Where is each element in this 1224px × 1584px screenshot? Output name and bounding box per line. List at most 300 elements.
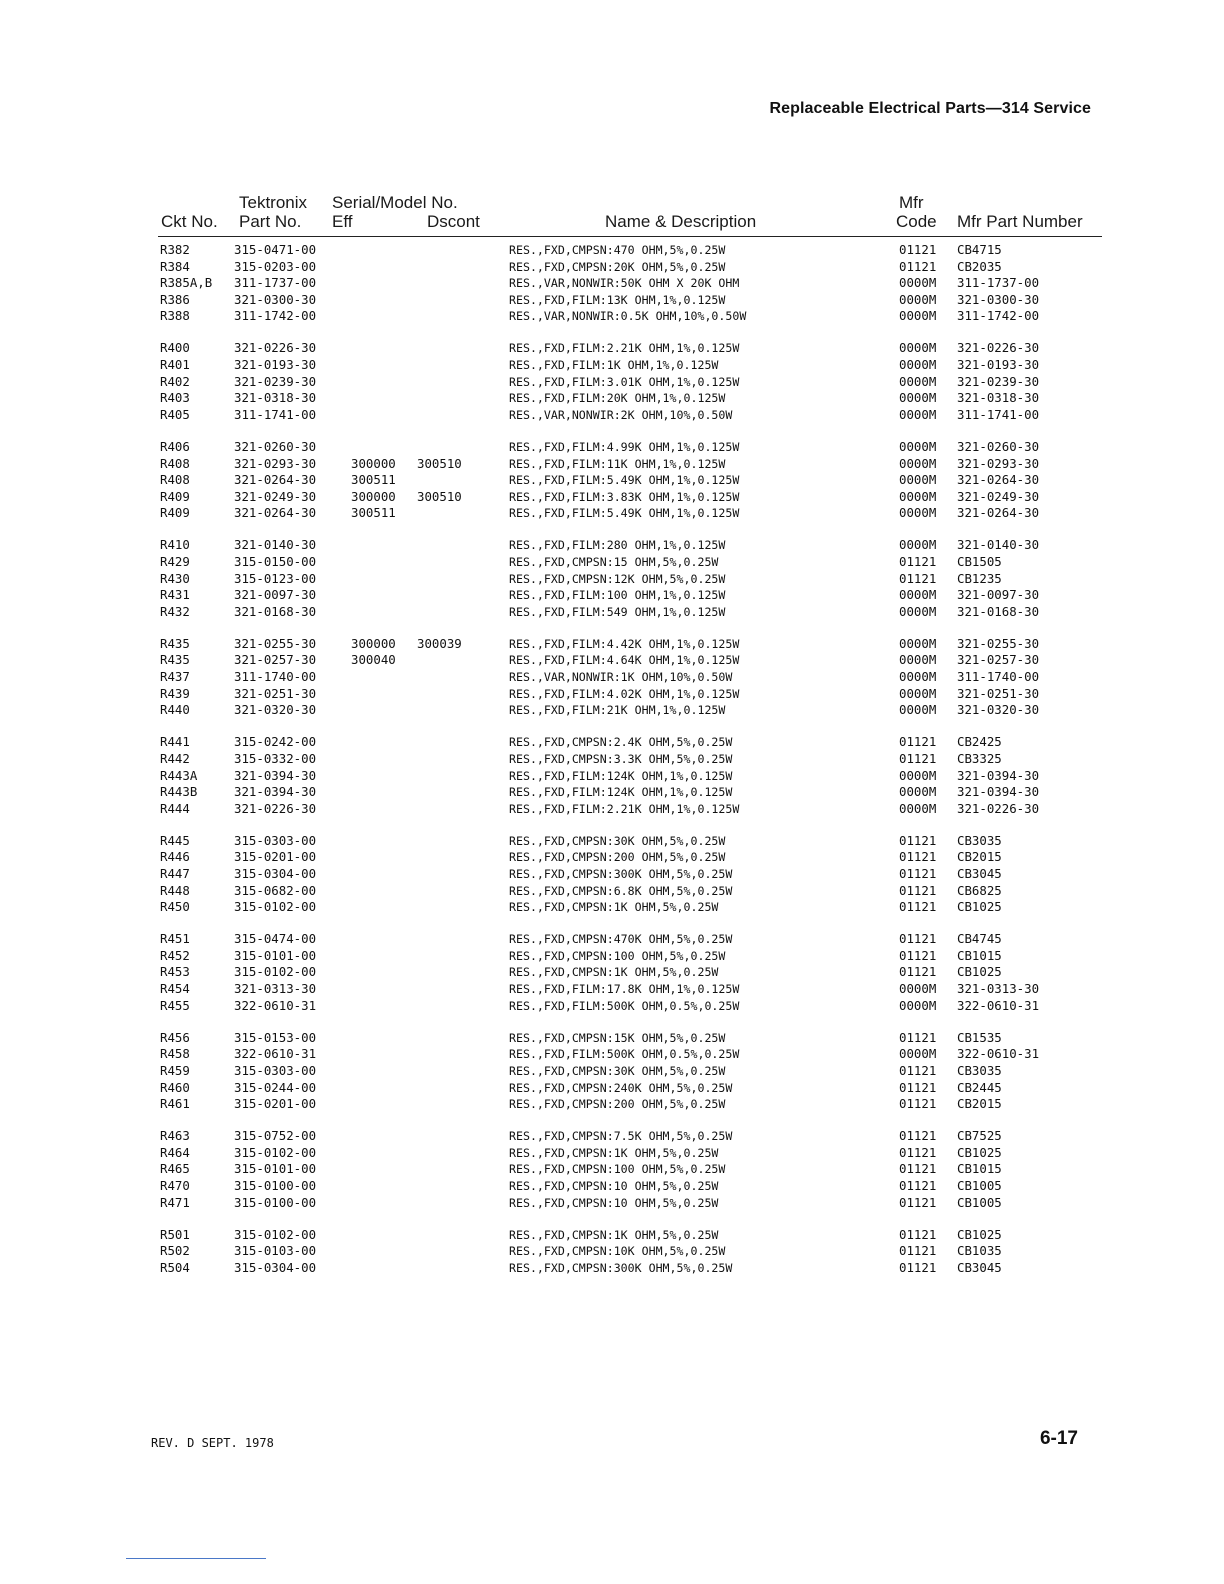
tek-part-no-cell: 321-0394-30 <box>234 784 317 800</box>
description-cell: RES.,FXD,FILM:3.83K OHM,1%,0.125W <box>509 489 740 504</box>
description-cell: RES.,FXD,FILM:500K OHM,0.5%,0.25W <box>509 998 740 1013</box>
serial-eff-cell: 300000 <box>351 635 396 651</box>
tek-part-no-cell: 315-0101-00 <box>234 1161 317 1177</box>
description-cell: RES.,FXD,CMPSN:1K OHM,5%,0.25W <box>509 1145 719 1160</box>
parts-group <box>0 833 1224 916</box>
mfr-part-number-cell: CB3035 <box>957 1062 1002 1078</box>
serial-dscont-cell: 300510 <box>417 488 462 504</box>
ckt-no-cell: R385A,B <box>160 275 213 291</box>
mfr-code-cell: 0000M <box>899 390 937 406</box>
description-cell: RES.,FXD,CMPSN:15 OHM,5%,0.25W <box>509 555 719 569</box>
table-row <box>0 340 1224 357</box>
mfr-code-cell: 01121 <box>899 1029 937 1045</box>
table-row <box>0 554 1224 571</box>
tek-part-no-cell: 321-0140-30 <box>234 537 317 553</box>
mfr-code-cell: 0000M <box>899 291 937 307</box>
ckt-no-cell: R471 <box>160 1194 190 1210</box>
description-cell: RES.,VAR,NONWIR:0.5K OHM,10%,0.50W <box>509 309 747 324</box>
mfr-part-number-cell: 321-0264-30 <box>957 505 1040 521</box>
ckt-no-cell: R410 <box>160 537 190 553</box>
mfr-code-cell: 0000M <box>899 981 937 997</box>
ckt-no-cell: R451 <box>160 931 190 947</box>
ckt-no-cell: R450 <box>160 899 190 915</box>
tek-part-no-cell: 315-0201-00 <box>234 849 317 865</box>
tek-part-no-cell: 315-0203-00 <box>234 258 317 274</box>
col-mfr-part-number: Mfr Part Number <box>957 212 1083 231</box>
ckt-no-cell: R460 <box>160 1079 190 1095</box>
revision-footer: REV. D SEPT. 1978 <box>151 1436 274 1450</box>
tek-part-no-cell: 315-0102-00 <box>234 964 317 980</box>
tek-part-no-cell: 322-0610-31 <box>234 997 317 1013</box>
tek-part-no-cell: 311-1741-00 <box>234 406 317 422</box>
description-cell: RES.,FXD,FILM:124K OHM,1%,0.125W <box>509 785 733 800</box>
tek-part-no-cell: 315-0332-00 <box>234 750 317 766</box>
mfr-code-cell: 01121 <box>899 1161 937 1177</box>
mfr-code-cell: 01121 <box>899 1259 937 1275</box>
ckt-no-cell: R461 <box>160 1096 190 1112</box>
mfr-part-number-cell: CB1005 <box>957 1194 1002 1210</box>
serial-eff-cell: 300511 <box>351 505 396 521</box>
ckt-no-cell: R459 <box>160 1062 190 1078</box>
description-cell: RES.,FXD,CMPSN:10 OHM,5%,0.25W <box>509 1195 719 1210</box>
description-cell: RES.,FXD,CMPSN:10K OHM,5%,0.25W <box>509 1244 726 1259</box>
description-cell: RES.,FXD,CMPSN:6.8K OHM,5%,0.25W <box>509 883 733 898</box>
description-cell: RES.,FXD,FILM:1K OHM,1%,0.125W <box>509 358 719 373</box>
ckt-no-cell: R502 <box>160 1243 190 1259</box>
mfr-code-cell: 0000M <box>899 308 937 324</box>
parts-group <box>0 340 1224 423</box>
table-row <box>0 390 1224 407</box>
description-cell: RES.,FXD,CMPSN:200 OHM,5%,0.25W <box>509 850 726 865</box>
ckt-no-cell: R504 <box>160 1259 190 1275</box>
mfr-code-cell: 0000M <box>899 685 937 701</box>
mfr-code-cell: 0000M <box>899 702 937 718</box>
tek-part-no-cell: 315-0682-00 <box>234 882 317 898</box>
table-row <box>0 899 1224 916</box>
ckt-no-cell: R501 <box>160 1226 190 1242</box>
ckt-no-cell: R456 <box>160 1029 190 1045</box>
parts-group <box>0 537 1224 620</box>
mfr-part-number-cell: 321-0251-30 <box>957 685 1040 701</box>
tek-part-no-cell: 321-0320-30 <box>234 702 317 718</box>
mfr-code-cell: 0000M <box>899 1046 937 1062</box>
table-row <box>0 292 1224 309</box>
table-row <box>0 833 1224 850</box>
mfr-part-number-cell: CB1015 <box>957 1161 1002 1177</box>
ckt-no-cell: R463 <box>160 1128 190 1144</box>
ckt-no-cell: R432 <box>160 603 190 619</box>
ckt-no-cell: R444 <box>160 800 190 816</box>
tek-part-no-cell: 321-0251-30 <box>234 685 317 701</box>
description-cell: RES.,FXD,FILM:5.49K OHM,1%,0.125W <box>509 506 740 521</box>
mfr-code-cell: 0000M <box>899 784 937 800</box>
description-cell: RES.,FXD,CMPSN:300K OHM,5%,0.25W <box>509 867 733 881</box>
col-serial-model: Serial/Model No. <box>332 193 458 212</box>
mfr-part-number-cell: CB3035 <box>957 832 1002 848</box>
mfr-code-cell: 0000M <box>899 340 937 356</box>
mfr-code-cell: 01121 <box>899 242 937 257</box>
tek-part-no-cell: 321-0313-30 <box>234 981 317 997</box>
ckt-no-cell: R448 <box>160 882 190 898</box>
description-cell: RES.,FXD,CMPSN:470K OHM,5%,0.25W <box>509 932 733 947</box>
description-cell: RES.,FXD,FILM:3.01K OHM,1%,0.125W <box>509 374 740 389</box>
tek-part-no-cell: 321-0249-30 <box>234 488 317 504</box>
mfr-part-number-cell: CB2015 <box>957 849 1002 865</box>
description-cell: RES.,FXD,FILM:11K OHM,1%,0.125W <box>509 456 726 471</box>
ckt-no-cell: R446 <box>160 849 190 865</box>
table-row <box>0 571 1224 588</box>
ckt-no-cell: R465 <box>160 1161 190 1177</box>
tek-part-no-cell: 315-0752-00 <box>234 1128 317 1144</box>
ckt-no-cell: R440 <box>160 702 190 718</box>
ckt-no-cell: R430 <box>160 570 190 586</box>
description-cell: RES.,FXD,CMPSN:20K OHM,5%,0.25W <box>509 259 726 274</box>
mfr-part-number-cell: 321-0168-30 <box>957 603 1040 619</box>
table-row <box>0 981 1224 998</box>
ckt-no-cell: R435 <box>160 652 190 668</box>
mfr-part-number-cell: CB3045 <box>957 1259 1002 1275</box>
table-row <box>0 669 1224 686</box>
mfr-code-cell: 01121 <box>899 1096 937 1112</box>
tek-part-no-cell: 315-0201-00 <box>234 1096 317 1112</box>
tek-part-no-cell: 321-0264-30 <box>234 472 317 488</box>
tek-part-no-cell: 315-0304-00 <box>234 1259 317 1275</box>
description-cell: RES.,FXD,FILM:280 OHM,1%,0.125W <box>509 538 726 553</box>
description-cell: RES.,VAR,NONWIR:50K OHM X 20K OHM <box>509 276 740 291</box>
tek-part-no-cell: 315-0471-00 <box>234 242 317 257</box>
mfr-part-number-cell: CB1035 <box>957 1243 1002 1259</box>
mfr-code-cell: 01121 <box>899 734 937 750</box>
table-row <box>0 374 1224 391</box>
tek-part-no-cell: 321-0264-30 <box>234 505 317 521</box>
mfr-part-number-cell: 321-0257-30 <box>957 652 1040 668</box>
tek-part-no-cell: 315-0101-00 <box>234 947 317 963</box>
mfr-part-number-cell: CB1005 <box>957 1178 1002 1193</box>
mfr-code-cell: 0000M <box>899 373 937 389</box>
table-row <box>0 998 1224 1015</box>
table-row <box>0 505 1224 522</box>
tek-part-no-cell: 321-0257-30 <box>234 652 317 668</box>
description-cell: RES.,FXD,FILM:4.64K OHM,1%,0.125W <box>509 653 740 668</box>
tek-part-no-cell: 311-1737-00 <box>234 275 317 291</box>
mfr-part-number-cell: 321-0097-30 <box>957 587 1040 603</box>
description-cell: RES.,FXD,CMPSN:2.4K OHM,5%,0.25W <box>509 735 733 750</box>
mfr-code-cell: 01121 <box>899 947 937 963</box>
mfr-code-cell: 0000M <box>899 635 937 651</box>
description-cell: RES.,FXD,FILM:5.49K OHM,1%,0.125W <box>509 473 740 488</box>
mfr-part-number-cell: 321-0260-30 <box>957 438 1040 454</box>
tek-part-no-cell: 311-1740-00 <box>234 669 317 685</box>
mfr-code-cell: 01121 <box>899 750 937 766</box>
mfr-code-cell: 01121 <box>899 1079 937 1095</box>
mfr-part-number-cell: CB3325 <box>957 750 1002 766</box>
tek-part-no-cell: 315-0304-00 <box>234 866 317 881</box>
parts-group <box>0 636 1224 719</box>
tek-part-no-cell: 321-0239-30 <box>234 373 317 389</box>
mfr-code-cell: 01121 <box>899 964 937 980</box>
mfr-code-cell: 01121 <box>899 866 937 881</box>
tek-part-no-cell: 321-0255-30 <box>234 635 317 651</box>
ckt-no-cell: R435 <box>160 635 190 651</box>
ckt-no-cell: R429 <box>160 554 190 569</box>
mfr-part-number-cell: 322-0610-31 <box>957 997 1040 1013</box>
ckt-no-cell: R400 <box>160 340 190 356</box>
table-row <box>0 259 1224 276</box>
page-number: 6-17 <box>1039 1428 1078 1449</box>
table-row <box>0 768 1224 785</box>
mfr-code-cell: 01121 <box>899 832 937 848</box>
mfr-code-cell: 0000M <box>899 767 937 783</box>
tek-part-no-cell: 321-0226-30 <box>234 340 317 356</box>
mfr-code-cell: 0000M <box>899 603 937 619</box>
ckt-no-cell: R447 <box>160 866 190 881</box>
table-row <box>0 1178 1224 1195</box>
mfr-part-number-cell: 321-0255-30 <box>957 635 1040 651</box>
table-row <box>0 456 1224 473</box>
serial-eff-cell: 300040 <box>351 652 396 668</box>
tek-part-no-cell: 322-0610-31 <box>234 1046 317 1062</box>
ckt-no-cell: R441 <box>160 734 190 750</box>
ckt-no-cell: R382 <box>160 242 190 257</box>
mfr-code-cell: 0000M <box>899 472 937 488</box>
table-row <box>0 1195 1224 1212</box>
table-row <box>0 686 1224 703</box>
mfr-part-number-cell: 321-0300-30 <box>957 291 1040 307</box>
parts-group <box>0 242 1224 325</box>
tek-part-no-cell: 315-0102-00 <box>234 899 317 915</box>
tek-part-no-cell: 321-0226-30 <box>234 800 317 816</box>
ckt-no-cell: R439 <box>160 685 190 701</box>
table-row <box>0 702 1224 719</box>
table-row <box>0 604 1224 621</box>
tek-part-no-cell: 321-0168-30 <box>234 603 317 619</box>
mfr-code-cell: 0000M <box>899 406 937 422</box>
ckt-no-cell: R470 <box>160 1178 190 1193</box>
description-cell: RES.,FXD,CMPSN:30K OHM,5%,0.25W <box>509 833 726 848</box>
mfr-code-cell: 01121 <box>899 1194 937 1210</box>
mfr-code-cell: 0000M <box>899 652 937 668</box>
mfr-code-cell: 01121 <box>899 849 937 865</box>
ckt-no-cell: R431 <box>160 587 190 603</box>
ckt-no-cell: R453 <box>160 964 190 980</box>
tek-part-no-cell: 315-0153-00 <box>234 1029 317 1045</box>
ckt-no-cell: R406 <box>160 438 190 454</box>
col-mfr: Mfr <box>899 193 924 212</box>
description-cell: RES.,FXD,CMPSN:470 OHM,5%,0.25W <box>509 243 726 257</box>
description-cell: RES.,FXD,FILM:2.21K OHM,1%,0.125W <box>509 341 740 356</box>
mfr-part-number-cell: CB2015 <box>957 1096 1002 1112</box>
table-row <box>0 1243 1224 1260</box>
mfr-part-number-cell: CB1025 <box>957 1226 1002 1242</box>
description-cell: RES.,FXD,FILM:500K OHM,0.5%,0.25W <box>509 1047 740 1062</box>
description-cell: RES.,FXD,CMPSN:1K OHM,5%,0.25W <box>509 965 719 980</box>
description-cell: RES.,FXD,FILM:4.42K OHM,1%,0.125W <box>509 636 740 651</box>
tek-part-no-cell: 311-1742-00 <box>234 308 317 324</box>
description-cell: RES.,FXD,FILM:124K OHM,1%,0.125W <box>509 768 733 783</box>
table-row <box>0 1080 1224 1097</box>
mfr-part-number-cell: CB7525 <box>957 1128 1002 1144</box>
mfr-part-number-cell: CB4745 <box>957 931 1002 947</box>
table-row <box>0 1063 1224 1080</box>
description-cell: RES.,FXD,CMPSN:100 OHM,5%,0.25W <box>509 948 726 963</box>
mfr-code-cell: 0000M <box>899 438 937 454</box>
description-cell: RES.,FXD,CMPSN:240K OHM,5%,0.25W <box>509 1080 733 1095</box>
mfr-code-cell: 01121 <box>899 931 937 947</box>
col-name-description: Name & Description <box>605 212 757 231</box>
page-header: Replaceable Electrical Parts—314 Service <box>769 100 1091 117</box>
col-code: Code <box>896 212 937 231</box>
table-row <box>0 242 1224 259</box>
tek-part-no-cell: 315-0303-00 <box>234 832 317 848</box>
parts-group <box>0 439 1224 522</box>
col-ckt-no: Ckt No. <box>161 212 218 231</box>
table-row <box>0 275 1224 292</box>
mfr-code-cell: 01121 <box>899 899 937 915</box>
tek-part-no-cell: 315-0102-00 <box>234 1144 317 1160</box>
ckt-no-cell: R386 <box>160 291 190 307</box>
description-cell: RES.,FXD,FILM:20K OHM,1%,0.125W <box>509 391 726 406</box>
table-row <box>0 357 1224 374</box>
mfr-part-number-cell: CB1025 <box>957 899 1002 915</box>
mfr-code-cell: 01121 <box>899 258 937 274</box>
tek-part-no-cell: 315-0123-00 <box>234 570 317 586</box>
mfr-part-number-cell: 321-0226-30 <box>957 800 1040 816</box>
header-rule <box>158 236 1102 237</box>
mfr-part-number-cell: CB3045 <box>957 866 1002 881</box>
ckt-no-cell: R442 <box>160 750 190 766</box>
table-row <box>0 1128 1224 1145</box>
ckt-no-cell: R401 <box>160 357 190 373</box>
table-row <box>0 751 1224 768</box>
mfr-part-number-cell: 321-0293-30 <box>957 455 1040 471</box>
mfr-part-number-cell: 311-1741-00 <box>957 406 1040 422</box>
description-cell: RES.,FXD,FILM:549 OHM,1%,0.125W <box>509 604 726 619</box>
mfr-part-number-cell: 321-0394-30 <box>957 784 1040 800</box>
description-cell: RES.,FXD,CMPSN:30K OHM,5%,0.25W <box>509 1063 726 1078</box>
ckt-no-cell: R408 <box>160 455 190 471</box>
mfr-part-number-cell: CB1015 <box>957 947 1002 963</box>
parts-group <box>0 1128 1224 1211</box>
table-row <box>0 1145 1224 1162</box>
table-row <box>0 472 1224 489</box>
col-tektronix: Tektronix <box>239 193 308 212</box>
tek-part-no-cell: 315-0303-00 <box>234 1062 317 1078</box>
parts-table <box>0 242 1224 1292</box>
table-row <box>0 537 1224 554</box>
mfr-code-cell: 0000M <box>899 669 937 685</box>
description-cell: RES.,FXD,CMPSN:100 OHM,5%,0.25W <box>509 1162 726 1177</box>
scan-artifact-line <box>126 1558 266 1559</box>
description-cell: RES.,VAR,NONWIR:2K OHM,10%,0.50W <box>509 407 733 422</box>
description-cell: RES.,FXD,CMPSN:1K OHM,5%,0.25W <box>509 900 719 915</box>
tek-part-no-cell: 315-0242-00 <box>234 734 317 750</box>
table-row <box>0 801 1224 818</box>
mfr-code-cell: 01121 <box>899 1128 937 1144</box>
tek-part-no-cell: 321-0097-30 <box>234 587 317 603</box>
ckt-no-cell: R408 <box>160 472 190 488</box>
mfr-part-number-cell: CB4715 <box>957 242 1002 257</box>
mfr-part-number-cell: 321-0226-30 <box>957 340 1040 356</box>
mfr-code-cell: 0000M <box>899 505 937 521</box>
col-part-no: Part No. <box>239 212 302 231</box>
description-cell: RES.,VAR,NONWIR:1K OHM,10%,0.50W <box>509 670 733 685</box>
description-cell: RES.,FXD,CMPSN:7.5K OHM,5%,0.25W <box>509 1129 733 1144</box>
ckt-no-cell: R443A <box>160 767 198 783</box>
mfr-code-cell: 0000M <box>899 275 937 291</box>
table-row <box>0 734 1224 751</box>
mfr-part-number-cell: 311-1737-00 <box>957 275 1040 291</box>
col-eff: Eff <box>332 212 353 231</box>
serial-eff-cell: 300511 <box>351 472 396 488</box>
mfr-part-number-cell: CB1025 <box>957 964 1002 980</box>
tek-part-no-cell: 315-0103-00 <box>234 1243 317 1259</box>
table-row <box>0 866 1224 883</box>
table-row <box>0 636 1224 653</box>
ckt-no-cell: R409 <box>160 505 190 521</box>
table-row <box>0 784 1224 801</box>
mfr-code-cell: 0000M <box>899 587 937 603</box>
description-cell: RES.,FXD,CMPSN:12K OHM,5%,0.25W <box>509 571 726 586</box>
table-row <box>0 964 1224 981</box>
mfr-code-cell: 0000M <box>899 357 937 373</box>
mfr-part-number-cell: 321-0394-30 <box>957 767 1040 783</box>
mfr-part-number-cell: CB2445 <box>957 1079 1002 1095</box>
table-row <box>0 587 1224 604</box>
serial-dscont-cell: 300510 <box>417 455 462 471</box>
tek-part-no-cell: 321-0318-30 <box>234 390 317 406</box>
mfr-part-number-cell: 321-0239-30 <box>957 373 1040 389</box>
ckt-no-cell: R445 <box>160 832 190 848</box>
table-row <box>0 1030 1224 1047</box>
mfr-part-number-cell: 311-1740-00 <box>957 669 1040 685</box>
mfr-part-number-cell: 321-0249-30 <box>957 488 1040 504</box>
mfr-part-number-cell: 321-0313-30 <box>957 981 1040 997</box>
mfr-code-cell: 01121 <box>899 570 937 586</box>
mfr-part-number-cell: CB1505 <box>957 554 1002 569</box>
tek-part-no-cell: 315-0474-00 <box>234 931 317 947</box>
description-cell: RES.,FXD,CMPSN:15K OHM,5%,0.25W <box>509 1030 726 1045</box>
parts-group <box>0 734 1224 817</box>
parts-group <box>0 931 1224 1014</box>
table-row <box>0 948 1224 965</box>
ckt-no-cell: R458 <box>160 1046 190 1062</box>
mfr-part-number-cell: CB1025 <box>957 1144 1002 1160</box>
mfr-part-number-cell: 321-0193-30 <box>957 357 1040 373</box>
parts-group <box>0 1227 1224 1277</box>
mfr-part-number-cell: CB2425 <box>957 734 1002 750</box>
description-cell: RES.,FXD,FILM:21K OHM,1%,0.125W <box>509 703 726 718</box>
table-row <box>0 1227 1224 1244</box>
col-dscont: Dscont <box>427 212 480 231</box>
ckt-no-cell: R454 <box>160 981 190 997</box>
description-cell: RES.,FXD,FILM:4.02K OHM,1%,0.125W <box>509 686 740 701</box>
table-row <box>0 931 1224 948</box>
description-cell: RES.,FXD,FILM:2.21K OHM,1%,0.125W <box>509 801 740 816</box>
mfr-code-cell: 01121 <box>899 882 937 898</box>
tek-part-no-cell: 321-0293-30 <box>234 455 317 471</box>
ckt-no-cell: R405 <box>160 406 190 422</box>
serial-eff-cell: 300000 <box>351 455 396 471</box>
ckt-no-cell: R384 <box>160 258 190 274</box>
mfr-part-number-cell: CB6825 <box>957 882 1002 898</box>
tek-part-no-cell: 315-0150-00 <box>234 554 317 569</box>
mfr-code-cell: 01121 <box>899 1226 937 1242</box>
mfr-code-cell: 0000M <box>899 455 937 471</box>
ckt-no-cell: R402 <box>160 373 190 389</box>
mfr-part-number-cell: 321-0320-30 <box>957 702 1040 718</box>
table-row <box>0 1046 1224 1063</box>
mfr-code-cell: 0000M <box>899 997 937 1013</box>
